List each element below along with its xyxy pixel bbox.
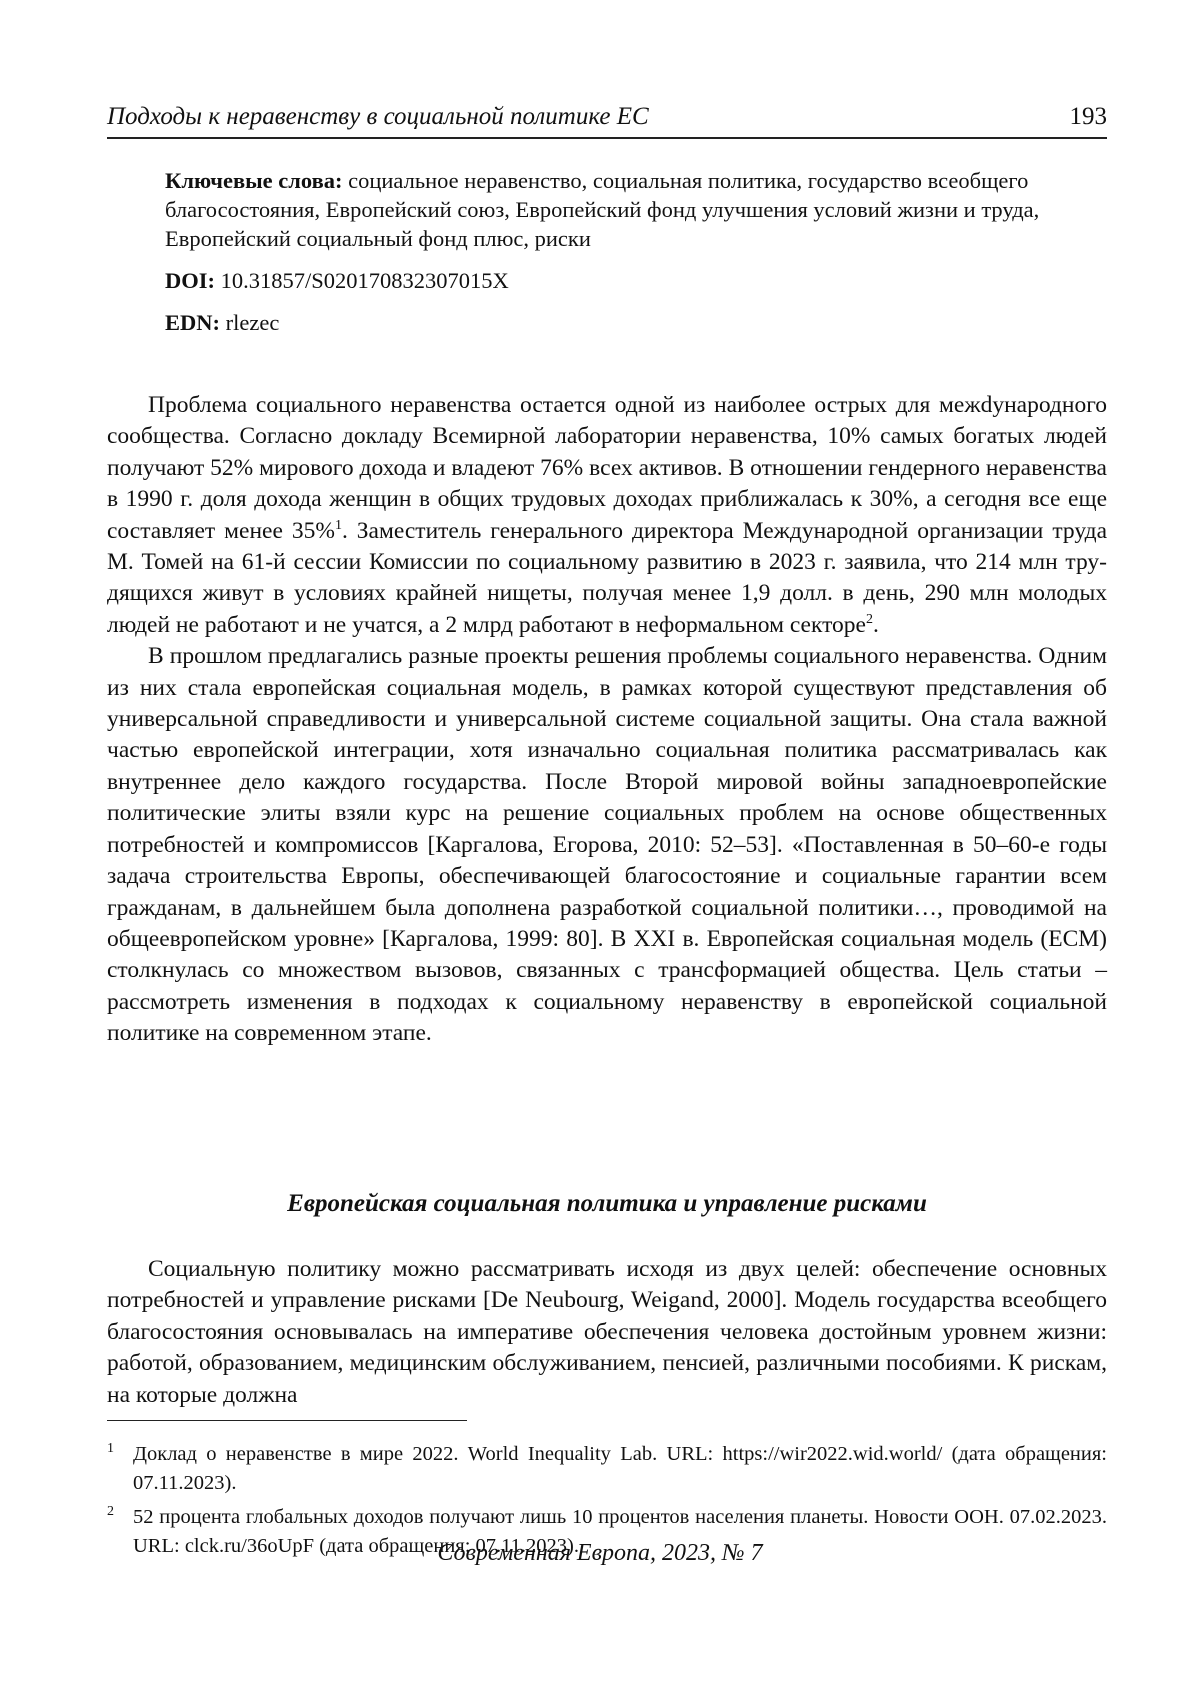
edn bbox=[165, 308, 1045, 337]
section-heading: Европейская социальная политика и управление рисками bbox=[287, 1190, 927, 1217]
keywords-label: Ключевые слова: bbox=[165, 168, 343, 193]
footnote-text: Доклад о неравенстве в мире 2022. World Inequality Lab. URL: https://wir2022.wid.world/ (дата обращения: 07.11.2023). bbox=[133, 1443, 1107, 1494]
doi-value: 10.31857/S020170832307015X bbox=[220, 268, 509, 293]
running-header bbox=[107, 103, 1107, 139]
paragraph-3: Социальную политику можно рассматривать исходя из двух целей: обеспечение основных потребностей и управление рисками [De Neubourg, Weigand, 2000]. Модель государства всеобщего благосостояния основывалась на императиве обеспечения человека достойным уровнем жизни: работой, образованием, медицинским обслуживанием, пенсией, различными пособиями. К рискам, на которые должна bbox=[107, 1256, 1107, 1408]
footnote-number: 2 bbox=[107, 1504, 114, 1519]
footnote-divider bbox=[107, 1420, 467, 1421]
keywords bbox=[165, 166, 1045, 253]
footnote-text: 52 процента глобальных доходов получают лишь 10 процентов населения планеты. Новости ООН. 07.02.2023. URL: clck.ru/36oUpF (дата обращения: 07.11.2023). bbox=[133, 1506, 1107, 1557]
paragraph-1-part-a: Проблема социального неравенства остается одной из наиболее острых для межdународного сообщества. Согласно докладу Всемирной лаборатории неравенства, 10% самых богатых людей получают 52% мирового дохода и владеют 76% всех активов. В отношении гендерного неравенства в 1990 г. доля дохода женщин в общих трудовых доходах приближалась к 30%, а сегодня все еще составляет менее 35% bbox=[107, 392, 1107, 544]
paragraph-1 bbox=[107, 390, 1107, 641]
footnote-ref-1[interactable]: 1 bbox=[334, 517, 342, 533]
journal-footer: Современная Европа, 2023, № 7 bbox=[437, 1540, 763, 1566]
body-section-risks bbox=[107, 1254, 1107, 1411]
running-title: Подходы к неравенству в социальной политике ЕС bbox=[107, 103, 649, 130]
footnote-ref-2[interactable]: 2 bbox=[866, 612, 873, 628]
page-number: 193 bbox=[1069, 103, 1107, 130]
footnote-number: 1 bbox=[107, 1441, 114, 1456]
edn-label: EDN: bbox=[165, 310, 220, 335]
article-metadata bbox=[165, 166, 1045, 337]
keywords-text: социальное неравенство, социальная политика, государство всеобщего благосостояния, Европейский союз, Европейский фонд улучшения условий жизни и труда, Европейский социальный фонд плюс, риски bbox=[165, 168, 1040, 251]
footnote bbox=[107, 1440, 1107, 1498]
paragraph-2: В прошлом предлагались разные проекты решения проблемы социального неравенства. Одним из них стала европейская социальная модель, в рамках которой существуют представления об универсальной справедливости и универсальной системе социальной защиты. Она стала важной частью европейской интеграции, хотя изначально социальная политика рассматривалась как внутреннее дело каждого государства. После Второй мировой войны западноевропейские политические элиты взяли курс на решение социальных проблем на основе общественных потребностей и компромиссов [Каргалова, Егорова, 2010: 52–53]. «Поставленная в 50–60-е годы задача строительства Европы, обеспечивающей благосостояние и социальные гарантии всем гражданам, в дальнейшем была дополнена разработкой социальной политики…, проводимой на общеевропейском уровне» [Каргалова, 1999: 80]. В XXI в. Европейская социальная модель (ЕСМ) столкнулась со множеством вызовов, связанных с трансформацией общества. Цель статьи – рассмотреть изменения в подходах к социальному неравенству в европейской социальной политике на современном этапе. bbox=[107, 643, 1107, 1047]
paragraph-1-part-c: . bbox=[873, 611, 879, 638]
doi-label: DOI: bbox=[165, 268, 215, 293]
paragraph-1-part-b: . Заместитель генерального директора Международной организации труда М. Томей на 61-й сессии Комиссии по социальному развитию в 2023 г. заявила, что 214 млн трудящихся живут в условиях крайней нищеты, получая менее 1,9 долл. в день, 290 млн молодых людей не работают и не учатся, а 2 млрд работают в неформальном секторе bbox=[107, 517, 1107, 638]
doi bbox=[165, 266, 1045, 295]
edn-value: rlezec bbox=[225, 310, 280, 335]
body-section-intro bbox=[107, 390, 1107, 1050]
